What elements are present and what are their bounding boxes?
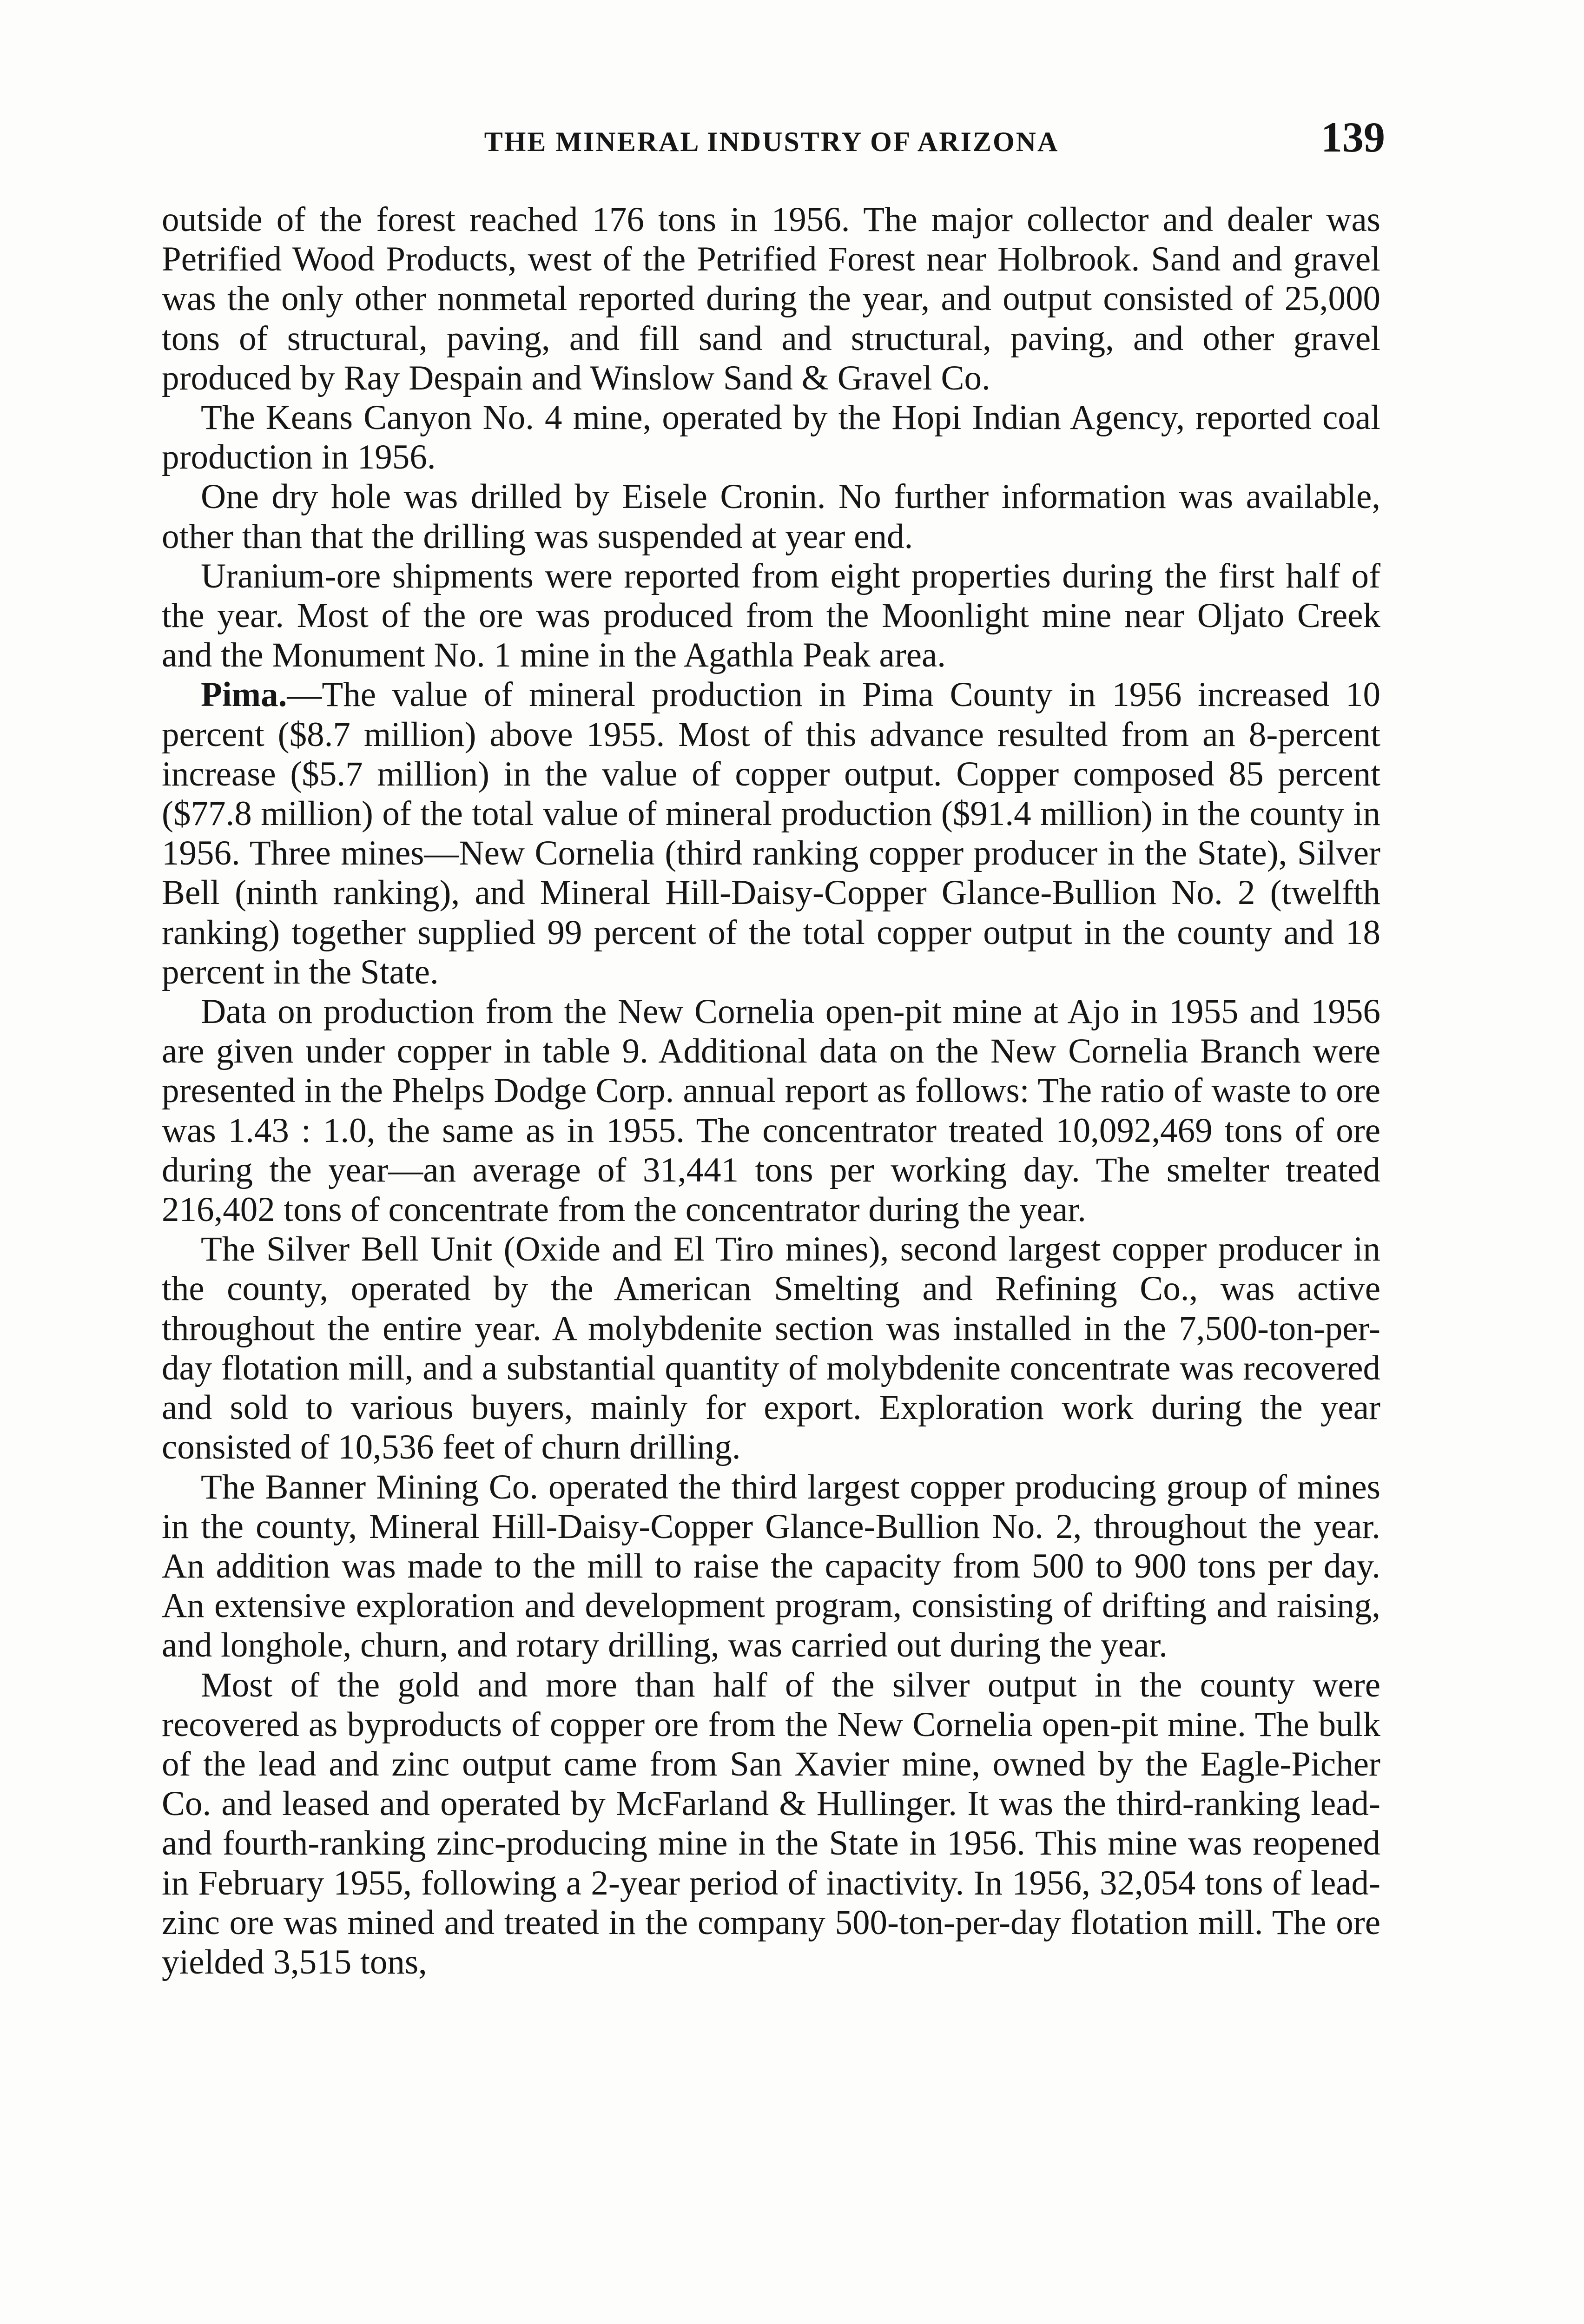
paragraph-pima [162,675,1380,992]
page-number: 139 [1321,113,1385,161]
paragraph-dry-hole: One dry hole was drilled by Eisele Cronin. No further information was available, other than that the drilling was suspended at year end. [162,477,1380,556]
paragraph-forest-continuation: outside of the forest reached 176 tons in 1956. The major collector and dealer was Petrified Wood Products, west of the Petrified Forest near Holbrook. Sand and gravel was the only other nonmetal reported during the year, and output consisted of 25,000 tons of structural, paving, and fill sand and structural, paving, and other gravel produced by Ray Despain and Winslow Sand & Gravel Co. [162,200,1380,397]
running-head-title: THE MINERAL INDUSTRY OF ARIZONA [484,126,1059,157]
running-head [158,112,1385,167]
paragraph-keans-canyon: The Keans Canyon No. 4 mine, operated by the Hopi Indian Agency, reported coal production in 1956. [162,398,1380,477]
paragraph-banner-mining: The Banner Mining Co. operated the third largest copper producing group of mines in the county, Mineral Hill-Daisy-Copper Glance-Bullion No. 2, throughout the year. An addition was made to the mill to raise the capacity from 500 to 900 tons per day. An extensive exploration and development program, consisting of drifting and raising, and longhole, churn, and rotary drilling, was carried out during the year. [162,1467,1380,1665]
paragraph-new-cornelia: Data on production from the New Cornelia open-pit mine at Ajo in 1955 and 1956 are given under copper in table 9. Additional data on the New Cornelia Branch were presented in the Phelps Dodge Corp. annual report as follows: The ratio of waste to ore was 1.43 : 1.0, the same as in 1955. The concentrator treated 10,092,469 tons of ore during the year—an average of 31,441 tons per working day. The smelter treated 216,402 tons of concentrate from the concentrator during the year. [162,992,1380,1229]
section-heading-pima: Pima. [201,675,287,714]
paragraph-silver-bell: The Silver Bell Unit (Oxide and El Tiro mines), second largest copper producer in the county, operated by the American Smelting and Refining Co., was active throughout the entire year. A molybdenite section was installed in the 7,500-ton-per-day flotation mill, and a substantial quantity of molybdenite concentrate was recovered and sold to various buyers, mainly for export. Exploration work during the year consisted of 10,536 feet of churn drilling. [162,1230,1380,1467]
paragraph-gold-silver: Most of the gold and more than half of the silver output in the county were recovered as byproducts of copper ore from the New Cornelia open-pit mine. The bulk of the lead and zinc output came from San Xavier mine, owned by the Eagle-Picher Co. and leased and operated by McFarland & Hullinger. It was the third-ranking lead- and fourth-ranking zinc-producing mine in the State in 1956. This mine was reopened in February 1955, following a 2-year period of inactivity. In 1956, 32,054 tons of lead-zinc ore was mined and treated in the company 500-ton-per-day flotation mill. The ore yielded 3,515 tons, [162,1665,1380,1981]
paragraph-pima-text: —The value of mineral production in Pima County in 1956 increased 10 percent ($8.7 million) above 1955. Most of this advance resulted from an 8-percent increase ($5.7 million) in the value of copper output. Copper composed 85 percent ($77.8 million) of the total value of mineral production ($91.4 million) in the county in 1956. Three mines—New Cornelia (third ranking copper producer in the State), Silver Bell (ninth ranking), and Mineral Hill-Daisy-Copper Glance-Bullion No. 2 (twelfth ranking) together supplied 99 percent of the total copper output in the county and 18 percent in the State. [162,675,1380,991]
body-text [162,200,1380,1982]
paragraph-uranium: Uranium-ore shipments were reported from eight properties during the first half of the year. Most of the ore was produced from the Moonlight mine near Oljato Creek and the Monument No. 1 mine in the Agathla Peak area. [162,556,1380,675]
